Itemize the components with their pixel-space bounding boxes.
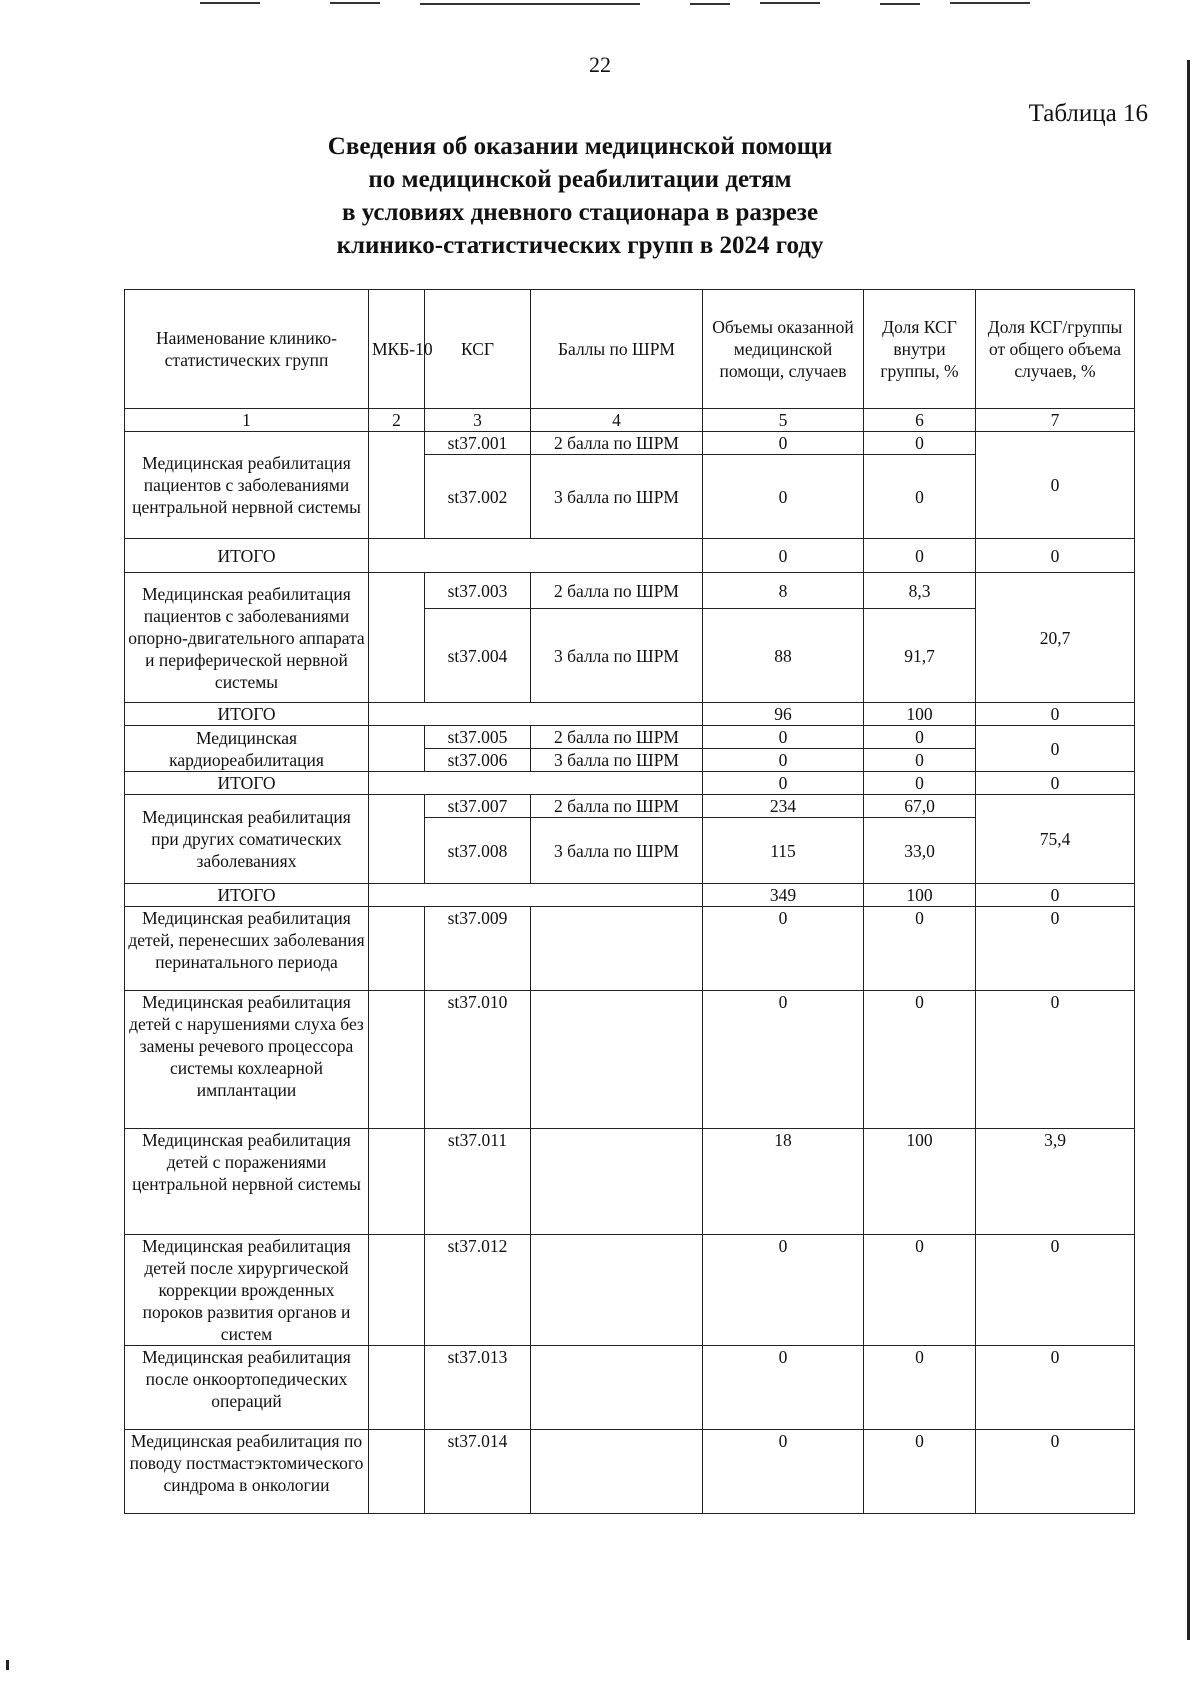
group-name-cell: Медицинская реабилитация детей с нарушениями слуха без замены речевого процессора системы кохлеарной имплантации (125, 991, 369, 1129)
volume-cell: 0 (703, 1235, 864, 1346)
share-total-cell: 0 (976, 1235, 1135, 1346)
total-share-cell: 100 (864, 884, 976, 907)
volume-cell: 0 (703, 726, 864, 749)
table-row (125, 1430, 1135, 1514)
table-row (125, 573, 1135, 609)
column-number: 2 (369, 409, 425, 432)
total-empty-cell (369, 703, 703, 726)
share-total-cell: 0 (976, 1346, 1135, 1430)
total-volume-cell: 96 (703, 703, 864, 726)
table-row (125, 795, 1135, 818)
total-row (125, 772, 1135, 795)
shrm-cell: 2 балла по ШРМ (531, 726, 703, 749)
total-row (125, 884, 1135, 907)
mkb-cell (369, 573, 425, 703)
volume-cell: 18 (703, 1129, 864, 1235)
header-share-in-group: Доля КСГ внутри группы, % (864, 290, 976, 409)
mkb-cell (369, 1346, 425, 1430)
shrm-cell (531, 1346, 703, 1430)
total-volume-cell: 0 (703, 772, 864, 795)
share-total-cell: 0 (976, 907, 1135, 991)
total-share-total-cell: 0 (976, 884, 1135, 907)
total-label: ИТОГО (125, 772, 369, 795)
volume-cell: 0 (703, 991, 864, 1129)
ksg-cell: st37.010 (425, 991, 531, 1129)
group-name-cell: Медицинская реабилитация детей, перенесших заболевания перинатального периода (125, 907, 369, 991)
document-title (260, 130, 900, 262)
share-in-group-cell: 0 (864, 907, 976, 991)
share-total-cell: 0 (976, 432, 1135, 539)
share-total-cell: 20,7 (976, 573, 1135, 703)
total-empty-cell (369, 884, 703, 907)
shrm-cell: 2 балла по ШРМ (531, 795, 703, 818)
title-line: Сведения об оказании медицинской помощи (327, 133, 833, 160)
ksg-cell: st37.011 (425, 1129, 531, 1235)
group-name-cell: Медицинская реабилитация пациентов с заболеваниями центральной нервной системы (125, 432, 369, 539)
column-number: 3 (425, 409, 531, 432)
shrm-cell (531, 1430, 703, 1514)
total-row (125, 703, 1135, 726)
volume-cell: 0 (703, 1430, 864, 1514)
total-share-cell: 0 (864, 772, 976, 795)
share-in-group-cell: 8,3 (864, 573, 976, 609)
total-volume-cell: 349 (703, 884, 864, 907)
group-name-cell: Медицинская реабилитация по поводу постмастэктомического синдрома в онкологии (125, 1430, 369, 1514)
header-share-total: Доля КСГ/группы от общего объема случаев, % (976, 290, 1135, 409)
table-row (125, 432, 1135, 455)
volume-cell: 0 (703, 907, 864, 991)
mkb-cell (369, 991, 425, 1129)
column-number: 4 (531, 409, 703, 432)
column-number: 1 (125, 409, 369, 432)
ksg-cell: st37.001 (425, 432, 531, 455)
column-number: 7 (976, 409, 1135, 432)
group-name-cell: Медицинская кардиореабилитация (125, 726, 369, 772)
ksg-cell: st37.003 (425, 573, 531, 609)
share-in-group-cell: 0 (864, 432, 976, 455)
shrm-cell: 3 балла по ШРМ (531, 455, 703, 539)
ksg-cell: st37.009 (425, 907, 531, 991)
table-label: Таблица 16 (1028, 100, 1148, 127)
data-table (124, 289, 1135, 1514)
shrm-cell: 3 балла по ШРМ (531, 818, 703, 884)
total-label: ИТОГО (125, 703, 369, 726)
mkb-cell (369, 907, 425, 991)
share-in-group-cell: 0 (864, 1430, 976, 1514)
table-row (125, 1346, 1135, 1430)
table-row (125, 991, 1135, 1129)
shrm-cell: 3 балла по ШРМ (531, 749, 703, 772)
share-total-cell: 75,4 (976, 795, 1135, 884)
volume-cell: 115 (703, 818, 864, 884)
title-line: в условиях дневного стационара в разрезе (341, 199, 819, 226)
volume-cell: 0 (703, 432, 864, 455)
volume-cell: 234 (703, 795, 864, 818)
share-in-group-cell: 33,0 (864, 818, 976, 884)
group-name-cell: Медицинская реабилитация пациентов с заболеваниями опорно-двигательного аппарата и периферической нервной системы (125, 573, 369, 703)
header-name: Наименование клинико-статистических групп (125, 290, 369, 409)
table-row (125, 1235, 1135, 1346)
total-volume-cell: 0 (703, 539, 864, 573)
total-share-total-cell: 0 (976, 539, 1135, 573)
title-line: клинико-статистических групп в 2024 году (336, 232, 824, 259)
column-number-row (125, 409, 1135, 432)
share-in-group-cell: 0 (864, 749, 976, 772)
share-in-group-cell: 0 (864, 1346, 976, 1430)
total-empty-cell (369, 772, 703, 795)
share-total-cell: 3,9 (976, 1129, 1135, 1235)
ksg-cell: st37.013 (425, 1346, 531, 1430)
mkb-cell (369, 1129, 425, 1235)
share-in-group-cell: 91,7 (864, 609, 976, 703)
shrm-cell: 2 балла по ШРМ (531, 573, 703, 609)
share-in-group-cell: 0 (864, 1235, 976, 1346)
volume-cell: 0 (703, 1346, 864, 1430)
page-number: 22 (589, 52, 611, 77)
volume-cell: 88 (703, 609, 864, 703)
share-total-cell: 0 (976, 1430, 1135, 1514)
total-row (125, 539, 1135, 573)
total-share-total-cell: 0 (976, 703, 1135, 726)
shrm-cell (531, 1235, 703, 1346)
share-in-group-cell: 0 (864, 991, 976, 1129)
shrm-cell (531, 991, 703, 1129)
header-volume: Объемы оказанной медицинской помощи, случаев (703, 290, 864, 409)
total-share-cell: 100 (864, 703, 976, 726)
group-name-cell: Медицинская реабилитация при других соматических заболеваниях (125, 795, 369, 884)
group-name-cell: Медицинская реабилитация детей с поражениями центральной нервной системы (125, 1129, 369, 1235)
shrm-cell: 3 балла по ШРМ (531, 609, 703, 703)
mkb-cell (369, 432, 425, 539)
group-name-cell: Медицинская реабилитация после онкоортопедических операций (125, 1346, 369, 1430)
volume-cell: 0 (703, 749, 864, 772)
total-share-total-cell: 0 (976, 772, 1135, 795)
ksg-cell: st37.008 (425, 818, 531, 884)
title-line: по медицинской реабилитации детям (368, 166, 792, 193)
table-row (125, 907, 1135, 991)
share-in-group-cell: 0 (864, 726, 976, 749)
header-shrm: Баллы по ШРМ (531, 290, 703, 409)
ksg-cell: st37.005 (425, 726, 531, 749)
ksg-cell: st37.006 (425, 749, 531, 772)
ksg-cell: st37.002 (425, 455, 531, 539)
ksg-cell: st37.014 (425, 1430, 531, 1514)
shrm-cell (531, 907, 703, 991)
column-number: 6 (864, 409, 976, 432)
share-in-group-cell: 67,0 (864, 795, 976, 818)
share-in-group-cell: 0 (864, 455, 976, 539)
shrm-cell (531, 1129, 703, 1235)
share-total-cell: 0 (976, 991, 1135, 1129)
mkb-cell (369, 1430, 425, 1514)
column-number: 5 (703, 409, 864, 432)
mkb-cell (369, 795, 425, 884)
ksg-cell: st37.004 (425, 609, 531, 703)
total-label: ИТОГО (125, 884, 369, 907)
header-ksg: КСГ (425, 290, 531, 409)
share-in-group-cell: 100 (864, 1129, 976, 1235)
mkb-cell (369, 726, 425, 772)
volume-cell: 0 (703, 455, 864, 539)
share-total-cell: 0 (976, 726, 1135, 772)
total-empty-cell (369, 539, 703, 573)
ksg-cell: st37.007 (425, 795, 531, 818)
table-row (125, 1129, 1135, 1235)
total-share-cell: 0 (864, 539, 976, 573)
total-label: ИТОГО (125, 539, 369, 573)
ksg-cell: st37.012 (425, 1235, 531, 1346)
shrm-cell: 2 балла по ШРМ (531, 432, 703, 455)
header-mkb: МКБ-10 (369, 290, 425, 409)
table-row (125, 726, 1135, 749)
volume-cell: 8 (703, 573, 864, 609)
mkb-cell (369, 1235, 425, 1346)
header-row (125, 290, 1135, 409)
group-name-cell: Медицинская реабилитация детей после хирургической коррекции врожденных пороков развития органов и систем (125, 1235, 369, 1346)
